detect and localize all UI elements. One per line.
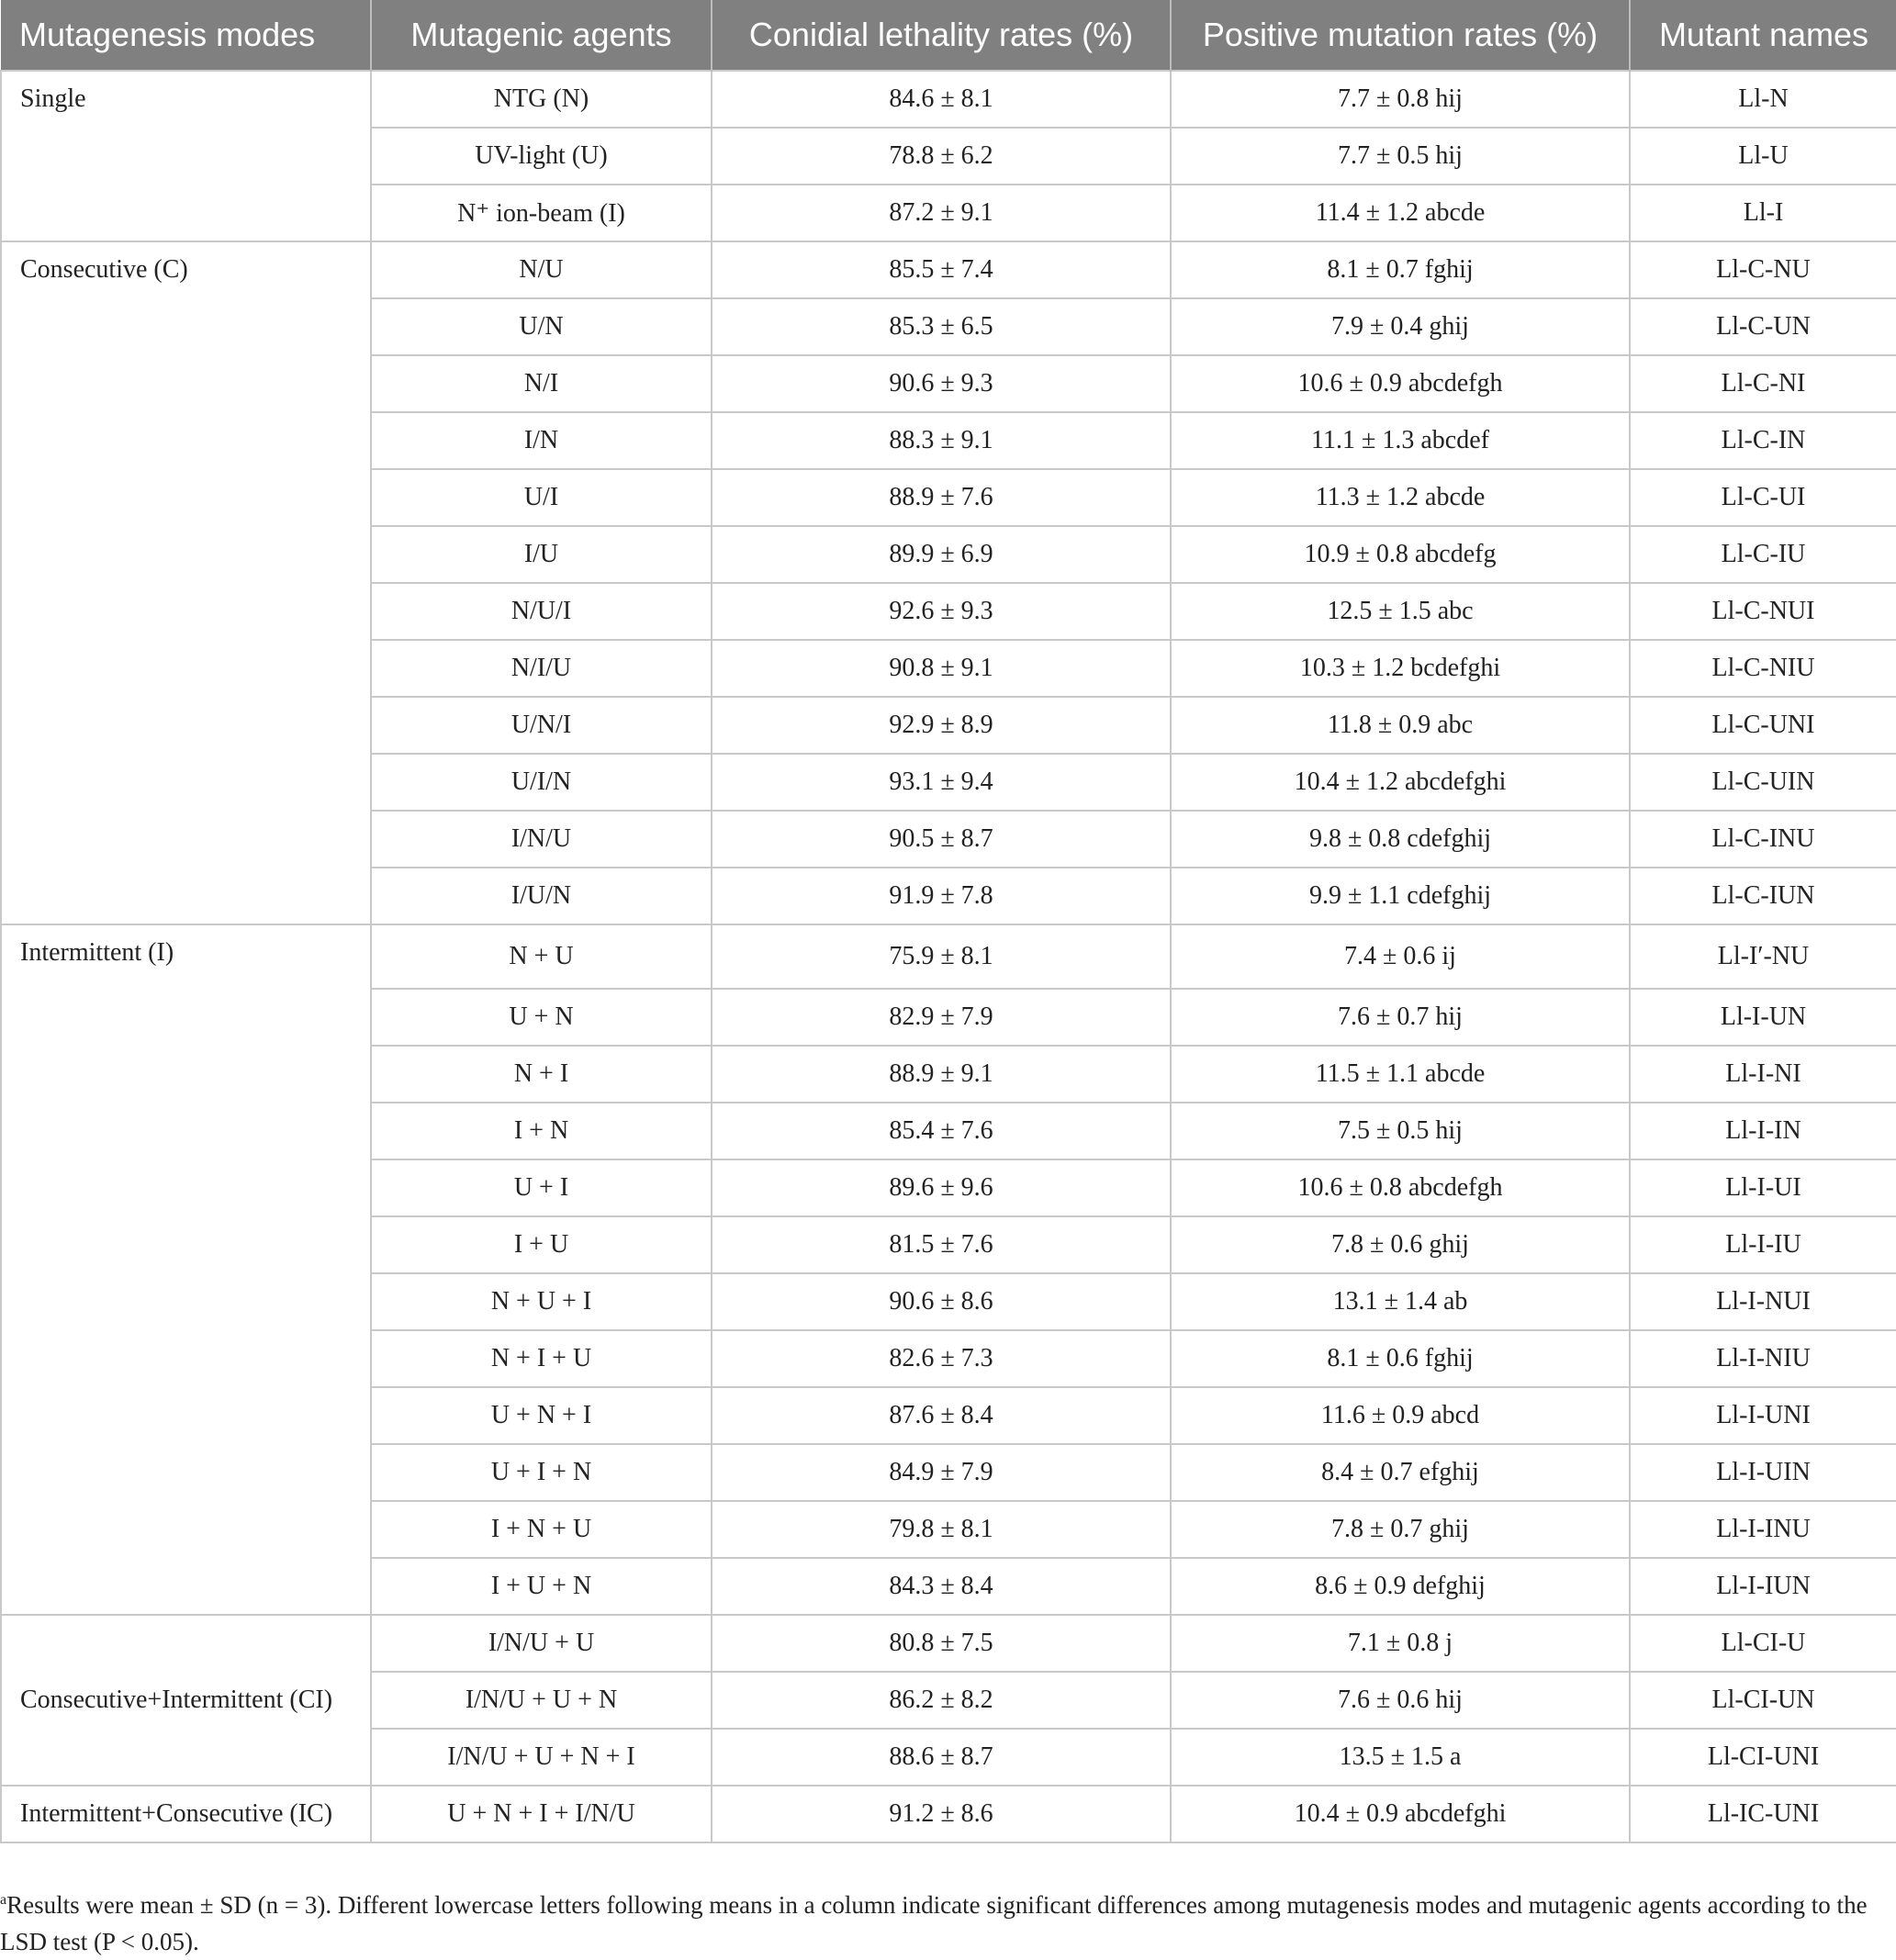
- mutant-name-cell: Ll-C-NI: [1630, 355, 1896, 412]
- mutagenic-agent-cell: N⁺ ion-beam (I): [371, 185, 712, 241]
- mutant-name-cell: Ll-C-NUI: [1630, 583, 1896, 640]
- mutagenic-agent-cell: I/U: [371, 526, 712, 583]
- mutant-name-cell: Ll-IC-UNI: [1630, 1786, 1896, 1842]
- mutation-rate-cell: 7.6 ± 0.6 hij: [1171, 1672, 1630, 1729]
- table-row: [1, 71, 1896, 128]
- mutant-name-cell: Ll-I-UIN: [1630, 1444, 1896, 1501]
- table-body: [1, 71, 1896, 1842]
- mutant-name-cell: Ll-I′-NU: [1630, 924, 1896, 989]
- mutagenesis-mode-cell: Consecutive (C): [1, 241, 371, 924]
- mutagenic-agent-cell: I/N/U + U + N: [371, 1672, 712, 1729]
- mutant-name-cell: Ll-I-NI: [1630, 1046, 1896, 1103]
- header-mutant-names: Mutant names: [1630, 0, 1896, 71]
- mutant-name-cell: Ll-C-NIU: [1630, 640, 1896, 697]
- mutant-name-cell: Ll-U: [1630, 128, 1896, 185]
- mutation-rate-cell: 10.4 ± 0.9 abcdefghi: [1171, 1786, 1630, 1842]
- mutagenic-agent-cell: I + U + N: [371, 1558, 712, 1615]
- mutation-rate-cell: 10.4 ± 1.2 abcdefghi: [1171, 754, 1630, 811]
- mutagenic-agent-cell: U/N: [371, 298, 712, 355]
- lethality-rate-cell: 91.9 ± 7.8: [712, 868, 1171, 924]
- lethality-rate-cell: 79.8 ± 8.1: [712, 1501, 1171, 1558]
- header-mutagenic-agents: Mutagenic agents: [371, 0, 712, 71]
- mutant-name-cell: Ll-C-UN: [1630, 298, 1896, 355]
- mutation-rate-cell: 7.5 ± 0.5 hij: [1171, 1103, 1630, 1159]
- mutagenic-agent-cell: U/N/I: [371, 697, 712, 754]
- footnote: [0, 1882, 1896, 1960]
- lethality-rate-cell: 92.9 ± 8.9: [712, 697, 1171, 754]
- mutation-rate-cell: 7.7 ± 0.5 hij: [1171, 128, 1630, 185]
- mutation-rate-cell: 8.4 ± 0.7 efghij: [1171, 1444, 1630, 1501]
- mutagenic-agent-cell: U + N + I: [371, 1387, 712, 1444]
- lethality-rate-cell: 87.6 ± 8.4: [712, 1387, 1171, 1444]
- mutation-rate-cell: 10.3 ± 1.2 bcdefghi: [1171, 640, 1630, 697]
- header-conidial-lethality: Conidial lethality rates (%): [712, 0, 1171, 71]
- mutant-name-cell: Ll-CI-U: [1630, 1615, 1896, 1672]
- lethality-rate-cell: 85.4 ± 7.6: [712, 1103, 1171, 1159]
- mutant-name-cell: Ll-I-IU: [1630, 1216, 1896, 1273]
- mutation-rate-cell: 8.1 ± 0.6 fghij: [1171, 1330, 1630, 1387]
- mutagenic-agent-cell: U + I + N: [371, 1444, 712, 1501]
- mutant-name-cell: Ll-C-UI: [1630, 469, 1896, 526]
- mutagenic-agent-cell: N/I: [371, 355, 712, 412]
- lethality-rate-cell: 89.9 ± 6.9: [712, 526, 1171, 583]
- mutagenic-agent-cell: I + N: [371, 1103, 712, 1159]
- lethality-rate-cell: 78.8 ± 6.2: [712, 128, 1171, 185]
- mutation-rate-cell: 7.9 ± 0.4 ghij: [1171, 298, 1630, 355]
- header-row: [1, 0, 1896, 71]
- lethality-rate-cell: 90.8 ± 9.1: [712, 640, 1171, 697]
- mutagenic-agent-cell: U/I: [371, 469, 712, 526]
- lethality-rate-cell: 92.6 ± 9.3: [712, 583, 1171, 640]
- header-positive-mutation: Positive mutation rates (%): [1171, 0, 1630, 71]
- lethality-rate-cell: 86.2 ± 8.2: [712, 1672, 1171, 1729]
- lethality-rate-cell: 82.9 ± 7.9: [712, 989, 1171, 1046]
- lethality-rate-cell: 81.5 ± 7.6: [712, 1216, 1171, 1273]
- mutagenic-agent-cell: I/N/U + U + N + I: [371, 1729, 712, 1786]
- mutation-rate-cell: 9.9 ± 1.1 cdefghij: [1171, 868, 1630, 924]
- mutation-rate-cell: 8.6 ± 0.9 defghij: [1171, 1558, 1630, 1615]
- mutagenesis-mode-cell: Consecutive+Intermittent (CI): [1, 1615, 371, 1786]
- mutagenic-agent-cell: N + I: [371, 1046, 712, 1103]
- lethality-rate-cell: 90.6 ± 8.6: [712, 1273, 1171, 1330]
- mutation-rate-cell: 11.1 ± 1.3 abcdef: [1171, 412, 1630, 469]
- mutant-name-cell: Ll-I-IN: [1630, 1103, 1896, 1159]
- mutant-name-cell: Ll-N: [1630, 71, 1896, 128]
- mutation-rate-cell: 10.6 ± 0.8 abcdefgh: [1171, 1159, 1630, 1216]
- mutation-rate-cell: 7.8 ± 0.6 ghij: [1171, 1216, 1630, 1273]
- lethality-rate-cell: 80.8 ± 7.5: [712, 1615, 1171, 1672]
- mutant-name-cell: Ll-I-NUI: [1630, 1273, 1896, 1330]
- lethality-rate-cell: 84.3 ± 8.4: [712, 1558, 1171, 1615]
- lethality-rate-cell: 88.3 ± 9.1: [712, 412, 1171, 469]
- mutation-rate-cell: 11.5 ± 1.1 abcde: [1171, 1046, 1630, 1103]
- lethality-rate-cell: 82.6 ± 7.3: [712, 1330, 1171, 1387]
- mutant-name-cell: Ll-C-NU: [1630, 241, 1896, 298]
- lethality-rate-cell: 88.6 ± 8.7: [712, 1729, 1171, 1786]
- mutation-rate-cell: 11.4 ± 1.2 abcde: [1171, 185, 1630, 241]
- mutation-rate-cell: 9.8 ± 0.8 cdefghij: [1171, 811, 1630, 868]
- lethality-rate-cell: 87.2 ± 9.1: [712, 185, 1171, 241]
- lethality-rate-cell: 89.6 ± 9.6: [712, 1159, 1171, 1216]
- mutation-rate-cell: 7.7 ± 0.8 hij: [1171, 71, 1630, 128]
- mutagenic-agent-cell: N/U/I: [371, 583, 712, 640]
- mutation-rate-cell: 7.1 ± 0.8 j: [1171, 1615, 1630, 1672]
- table-row: [1, 1786, 1896, 1842]
- lethality-rate-cell: 93.1 ± 9.4: [712, 754, 1171, 811]
- mutagenesis-mode-cell: Single: [1, 71, 371, 241]
- mutant-name-cell: Ll-C-IN: [1630, 412, 1896, 469]
- mutant-name-cell: Ll-C-IU: [1630, 526, 1896, 583]
- mutagenic-agent-cell: U + N: [371, 989, 712, 1046]
- mutant-name-cell: Ll-I-IUN: [1630, 1558, 1896, 1615]
- table-row: [1, 924, 1896, 989]
- lethality-rate-cell: 75.9 ± 8.1: [712, 924, 1171, 989]
- mutant-name-cell: Ll-I-UI: [1630, 1159, 1896, 1216]
- lethality-rate-cell: 88.9 ± 9.1: [712, 1046, 1171, 1103]
- header-mutagenesis-modes: Mutagenesis modes: [1, 0, 371, 71]
- mutant-name-cell: Ll-CI-UNI: [1630, 1729, 1896, 1786]
- mutation-rate-cell: 13.5 ± 1.5 a: [1171, 1729, 1630, 1786]
- mutant-name-cell: Ll-CI-UN: [1630, 1672, 1896, 1729]
- mutant-name-cell: Ll-I: [1630, 185, 1896, 241]
- mutagenic-agent-cell: N + I + U: [371, 1330, 712, 1387]
- mutagenic-agent-cell: N + U + I: [371, 1273, 712, 1330]
- mutation-rate-cell: 11.8 ± 0.9 abc: [1171, 697, 1630, 754]
- mutagenic-agent-cell: N + U: [371, 924, 712, 989]
- mutation-rate-cell: 12.5 ± 1.5 abc: [1171, 583, 1630, 640]
- lethality-rate-cell: 90.5 ± 8.7: [712, 811, 1171, 868]
- mutant-name-cell: Ll-I-NIU: [1630, 1330, 1896, 1387]
- mutagenic-agent-cell: I/N/U: [371, 811, 712, 868]
- lethality-rate-cell: 88.9 ± 7.6: [712, 469, 1171, 526]
- footnote-text: Results were mean ± SD (n = 3). Different lowercase letters following means in a column indicate significant differences among mutagenesis modes and mutagenic agents according to the LSD test (P < 0.05).: [0, 1891, 1868, 1955]
- table-header: [1, 0, 1896, 71]
- footnote-marker: a: [0, 1892, 7, 1908]
- mutagenic-agent-cell: I/U/N: [371, 868, 712, 924]
- mutagenic-agent-cell: I + N + U: [371, 1501, 712, 1558]
- mutagenic-agent-cell: U + N + I + I/N/U: [371, 1786, 712, 1842]
- mutant-name-cell: Ll-I-UNI: [1630, 1387, 1896, 1444]
- mutagenic-agent-cell: I/N/U + U: [371, 1615, 712, 1672]
- mutagenic-agent-cell: I/N: [371, 412, 712, 469]
- mutation-rate-cell: 11.3 ± 1.2 abcde: [1171, 469, 1630, 526]
- mutation-rate-cell: 10.9 ± 0.8 abcdefg: [1171, 526, 1630, 583]
- lethality-rate-cell: 85.3 ± 6.5: [712, 298, 1171, 355]
- mutagenic-agent-cell: N/I/U: [371, 640, 712, 697]
- mutagenic-agent-cell: UV-light (U): [371, 128, 712, 185]
- mutant-name-cell: Ll-I-UN: [1630, 989, 1896, 1046]
- lethality-rate-cell: 90.6 ± 9.3: [712, 355, 1171, 412]
- table-row: [1, 1615, 1896, 1672]
- mutation-rate-cell: 7.4 ± 0.6 ij: [1171, 924, 1630, 989]
- mutagenic-agent-cell: NTG (N): [371, 71, 712, 128]
- mutant-name-cell: Ll-C-UNI: [1630, 697, 1896, 754]
- mutation-rate-cell: 10.6 ± 0.9 abcdefgh: [1171, 355, 1630, 412]
- mutagenic-agent-cell: I + U: [371, 1216, 712, 1273]
- table-row: [1, 241, 1896, 298]
- lethality-rate-cell: 85.5 ± 7.4: [712, 241, 1171, 298]
- mutation-rate-cell: 11.6 ± 0.9 abcd: [1171, 1387, 1630, 1444]
- mutant-name-cell: Ll-C-UIN: [1630, 754, 1896, 811]
- mutation-rate-cell: 8.1 ± 0.7 fghij: [1171, 241, 1630, 298]
- mutation-rate-cell: 13.1 ± 1.4 ab: [1171, 1273, 1630, 1330]
- mutant-name-cell: Ll-I-INU: [1630, 1501, 1896, 1558]
- mutant-name-cell: Ll-C-IUN: [1630, 868, 1896, 924]
- mutagenesis-mode-cell: Intermittent (I): [1, 924, 371, 1615]
- mutation-rate-cell: 7.6 ± 0.7 hij: [1171, 989, 1630, 1046]
- mutagenic-agent-cell: N/U: [371, 241, 712, 298]
- mutant-name-cell: Ll-C-INU: [1630, 811, 1896, 868]
- lethality-rate-cell: 84.6 ± 8.1: [712, 71, 1171, 128]
- mutation-rate-cell: 7.8 ± 0.7 ghij: [1171, 1501, 1630, 1558]
- lethality-rate-cell: 84.9 ± 7.9: [712, 1444, 1171, 1501]
- mutagenic-agent-cell: U + I: [371, 1159, 712, 1216]
- lethality-rate-cell: 91.2 ± 8.6: [712, 1786, 1171, 1842]
- mutagenesis-mode-cell: Intermittent+Consecutive (IC): [1, 1786, 371, 1842]
- mutagenic-agent-cell: U/I/N: [371, 754, 712, 811]
